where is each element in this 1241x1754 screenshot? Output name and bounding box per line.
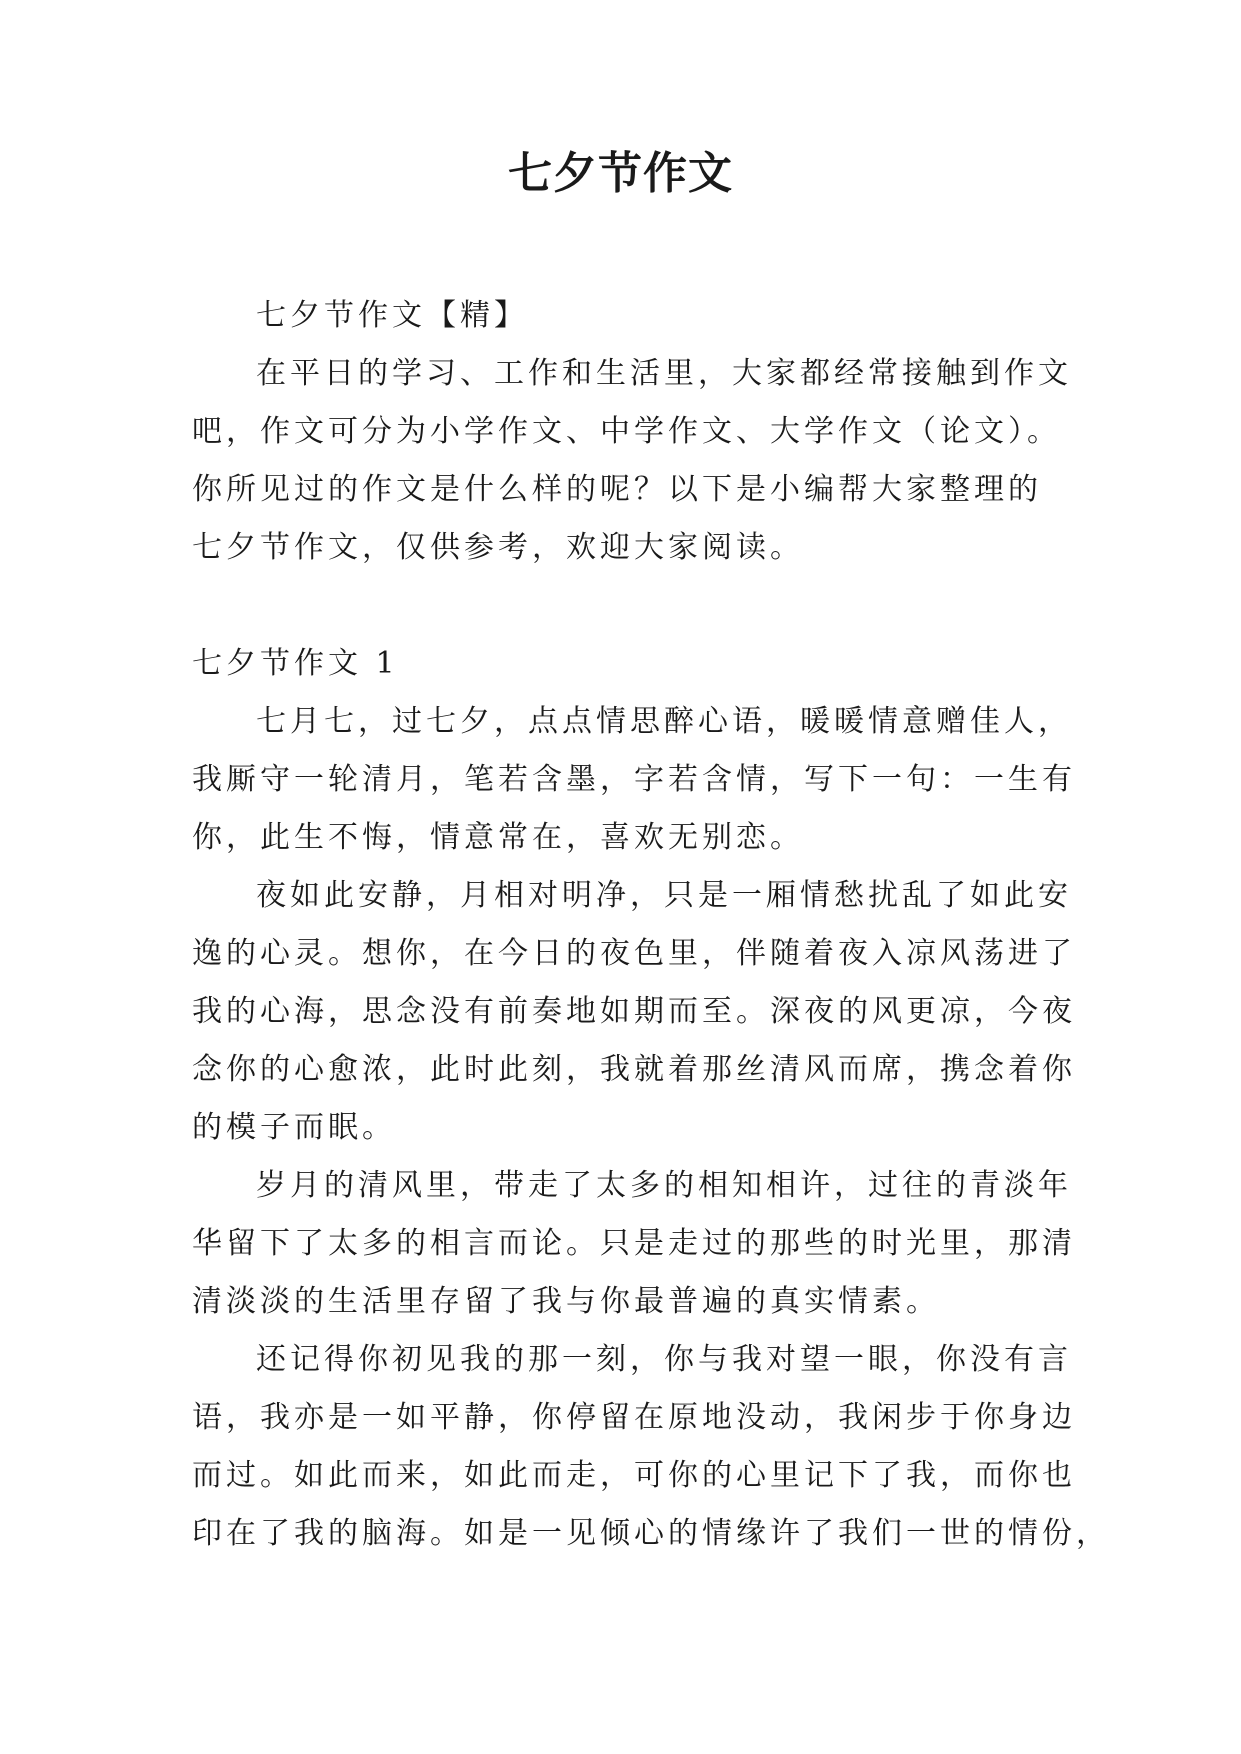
document-body	[192, 287, 1110, 1563]
paragraph	[192, 1331, 1110, 1563]
text-line: 逸的心灵。想你，在今日的夜色里，伴随着夜入凉风荡进了	[192, 936, 1076, 971]
paragraph-gap	[192, 577, 1057, 635]
paragraph	[192, 693, 1076, 867]
text-line: 七月七，过七夕，点点情思醉心语，暖暖情意赠佳人，	[256, 704, 1072, 739]
text-line: 我的心海，思念没有前奏地如期而至。深夜的风更凉，今夜	[192, 994, 1076, 1029]
text-line: 而过。如此而来，如此而走，可你的心里记下了我，而你也	[192, 1458, 1076, 1493]
text-line: 华留下了太多的相言而论。只是走过的那些的时光里，那清	[192, 1226, 1076, 1261]
text-line: 清淡淡的生活里存留了我与你最普遍的真实情素。	[192, 1284, 940, 1319]
text-line: 你所见过的作文是什么样的呢？以下是小编帮大家整理的	[192, 472, 1042, 507]
document-title: 七夕节作文	[508, 148, 733, 199]
text-line: 夜如此安静，月相对明净，只是一厢情愁扰乱了如此安	[256, 878, 1072, 913]
text-line: 在平日的学习、工作和生活里，大家都经常接触到作文	[256, 356, 1072, 391]
section-heading: 七夕节作文 1	[192, 646, 399, 681]
text-line: 我厮守一轮清月，笔若含墨，字若含情，写下一句：一生有	[192, 762, 1076, 797]
text-line: 念你的心愈浓，此时此刻，我就着那丝清风而席，携念着你	[192, 1052, 1076, 1087]
text-line: 你，此生不悔，情意常在，喜欢无别恋。	[192, 820, 804, 855]
text-line: 七夕节作文，仅供参考，欢迎大家阅读。	[192, 530, 804, 565]
text-line: 吧，作文可分为小学作文、中学作文、大学作文（论文）。	[192, 414, 1061, 449]
subheading: 七夕节作文【精】	[256, 298, 528, 333]
text-line: 的模子而眠。	[192, 1110, 396, 1145]
text-line: 岁月的清风里，带走了太多的相知相许，过往的青淡年	[256, 1168, 1072, 1203]
text-line: 印在了我的脑海。如是一见倾心的情缘许了我们一世的情份，	[192, 1516, 1110, 1551]
paragraph	[192, 867, 1076, 1157]
intro-paragraph	[192, 345, 1072, 577]
text-line: 语，我亦是一如平静，你停留在原地没动，我闲步于你身边	[192, 1400, 1076, 1435]
text-line: 还记得你初见我的那一刻，你与我对望一眼，你没有言	[256, 1342, 1072, 1377]
paragraph	[192, 1157, 1076, 1331]
